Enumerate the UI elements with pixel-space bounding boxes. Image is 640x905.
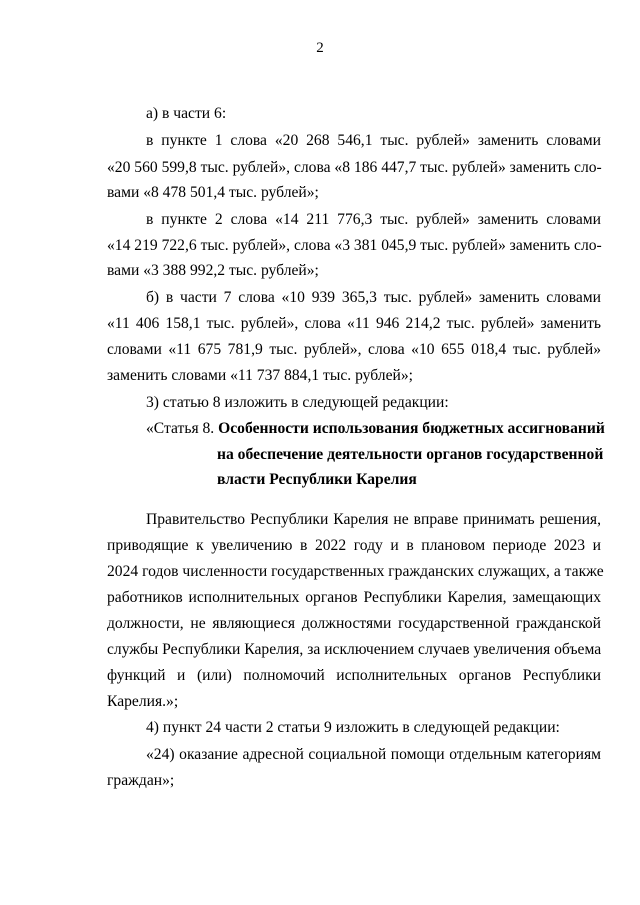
paragraph-line: «20 560 599,8 тыс. рублей», слова «8 186 447,7 тыс. рублей» заменить сло- (107, 159, 602, 176)
article-title: Особенности использования бюджетных ассигнований (218, 420, 605, 437)
article-title-line: власти Республики Карелия (217, 471, 417, 488)
paragraph-line: в пункте 2 слова «14 211 776,3 тыс. рублей» заменить словами (146, 211, 601, 228)
article-title-line: на обеспечение деятельности органов государственной (217, 446, 604, 463)
paragraph-line: а) в части 6: (146, 105, 227, 122)
paragraph-line: Правительство Республики Карелия не вправе принимать решения, (146, 511, 601, 528)
paragraph-line: Карелия.»; (107, 693, 179, 710)
paragraph-line: службы Республики Карелия, за исключением случаев увеличения объема (107, 641, 602, 658)
paragraph-line: 4) пункт 24 части 2 статьи 9 изложить в следующей редакции: (146, 719, 560, 736)
paragraph-line: приводящие к увеличению в 2022 году и в плановом периоде 2023 и (107, 537, 601, 554)
paragraph-line: вами «3 388 992,2 тыс. рублей»; (107, 262, 319, 279)
paragraph-line: словами «11 675 781,9 тыс. рублей», слова «10 655 018,4 тыс. рублей» (107, 341, 601, 358)
paragraph-line: работников исполнительных органов Республики Карелия, замещающих (107, 589, 601, 606)
paragraph-line: заменить словами «11 737 884,1 тыс. рублей»; (107, 367, 413, 384)
paragraph-line: «14 219 722,6 тыс. рублей», слова «3 381 045,9 тыс. рублей» заменить сло- (107, 237, 602, 254)
paragraph-line: функций и (или) полномочий исполнительных органов Республики (107, 667, 601, 684)
page-number: 2 (316, 40, 324, 56)
paragraph-line: должности, не являющиеся должностями государственной гражданской (107, 615, 601, 632)
paragraph-line: 2024 годов численности государственных гражданских служащих, а также (107, 563, 604, 580)
paragraph-line: граждан»; (107, 772, 175, 789)
paragraph-line: 3) статью 8 изложить в следующей редакции: (146, 394, 449, 411)
paragraph-line: в пункте 1 слова «20 268 546,1 тыс. рублей» заменить словами (146, 132, 601, 149)
paragraph-line: «11 406 158,1 тыс. рублей», слова «11 946 214,2 тыс. рублей» заменить (107, 315, 601, 332)
article-heading (146, 419, 605, 439)
paragraph-line: вами «8 478 501,4 тыс. рублей»; (107, 184, 319, 201)
paragraph-line: «24) оказание адресной социальной помощи отдельным категориям (146, 746, 601, 763)
paragraph-line: б) в части 7 слова «10 939 365,3 тыс. рублей» заменить словами (146, 289, 601, 306)
article-number: «Статья 8. (146, 420, 215, 437)
